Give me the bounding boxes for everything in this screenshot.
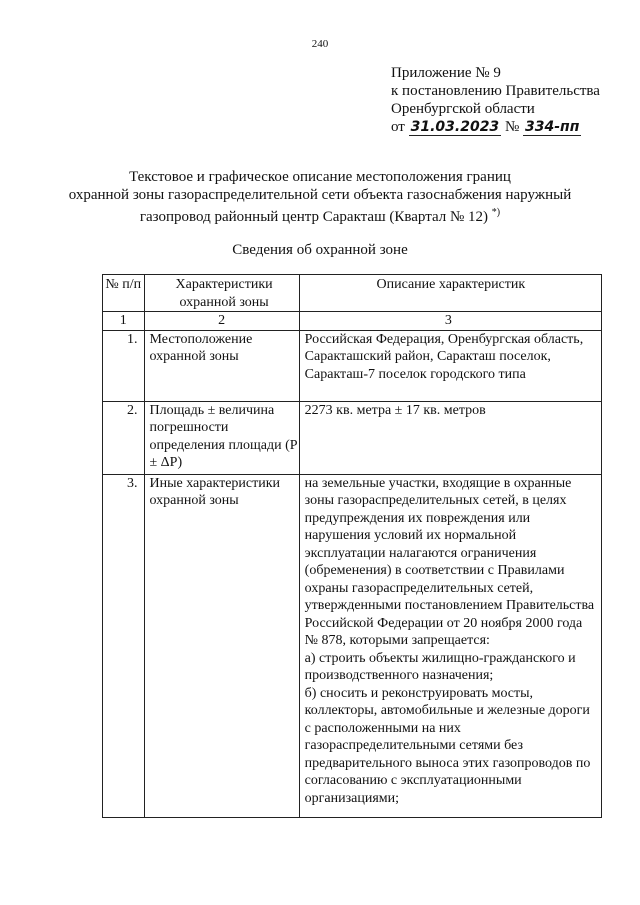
row-characteristic: Местоположение охранной зоны [144,330,299,401]
appendix-number: Приложение № 9 [391,65,501,81]
footnote-mark: *) [491,207,501,218]
column-number: 3 [299,312,601,331]
table-row [103,401,602,474]
number-prefix: № [504,119,520,135]
document-title [0,168,640,226]
table-row [103,330,602,401]
handwritten-date: 31.03.2023 [410,119,500,135]
row-characteristic: Иные характеристики охранной зоны [144,474,299,817]
row-index: 1. [103,330,145,401]
table-header-row [103,275,602,312]
table-row [103,474,602,817]
restrictions-intro: на земельные участки, входящие в охранные зоны газораспределительных сетей, в целях предупреждения их повреждения или нарушения условий их нормальной эксплуатации налагаются ограничения (обременения) в соответствии с Правилами охраны газораспределительных сетей, утвержденными постановлением Правительства Российской Федерации от 20 ноября 2000 года № 878, которыми запрещается: [304,475,595,648]
title-line-1: Текстовое и графическое описание местоположения границ [129,169,511,185]
row-description: 2273 кв. метра ± 17 кв. метров [299,401,601,474]
title-line-3 [0,204,640,226]
appendix-resolution: к постановлению Правительства [391,83,600,99]
row-characteristic: Площадь ± величина погрешности определения площади (P ± ΔP) [144,401,299,474]
section-title: Сведения об охранной зоне [232,242,408,258]
protection-zone-table [102,274,602,818]
row-index: 3. [103,474,145,817]
row-description: Российская Федерация, Оренбургская область, Саракташский район, Саракташ поселок, Саракташ-7 поселок городского типа [299,330,601,401]
column-number: 2 [144,312,299,331]
date-prefix: от [391,119,405,135]
column-number: 1 [103,312,145,331]
title-line-2: охранной зоны газораспределительной сети объекта газоснабжения наружный [68,187,572,203]
page-number: 240 [311,38,329,50]
appendix-region: Оренбургской области [391,101,535,117]
header-number: № п/п [103,275,145,312]
restriction-item-a: а) строить объекты жилищно-гражданского и производственного назначения; [304,650,576,683]
handwritten-number: 334-пп [525,119,580,135]
title-line-3-text: газопровод районный центр Саракташ (Квартал № 12) [139,209,489,225]
header-characteristic: Характеристики охранной зоны [144,275,299,312]
row-index: 2. [103,401,145,474]
header-description: Описание характеристик [299,275,601,312]
column-number-row [103,312,602,331]
row-description [299,474,601,817]
restriction-item-b: б) сносить и реконструировать мосты, коллекторы, автомобильные и железные дороги с расположенными на них газораспределительными сетями без предварительного выноса этих газопроводов по согласованию с эксплуатационными организациями; [304,685,591,806]
appendix-header [391,64,636,136]
appendix-date-line [391,118,636,136]
